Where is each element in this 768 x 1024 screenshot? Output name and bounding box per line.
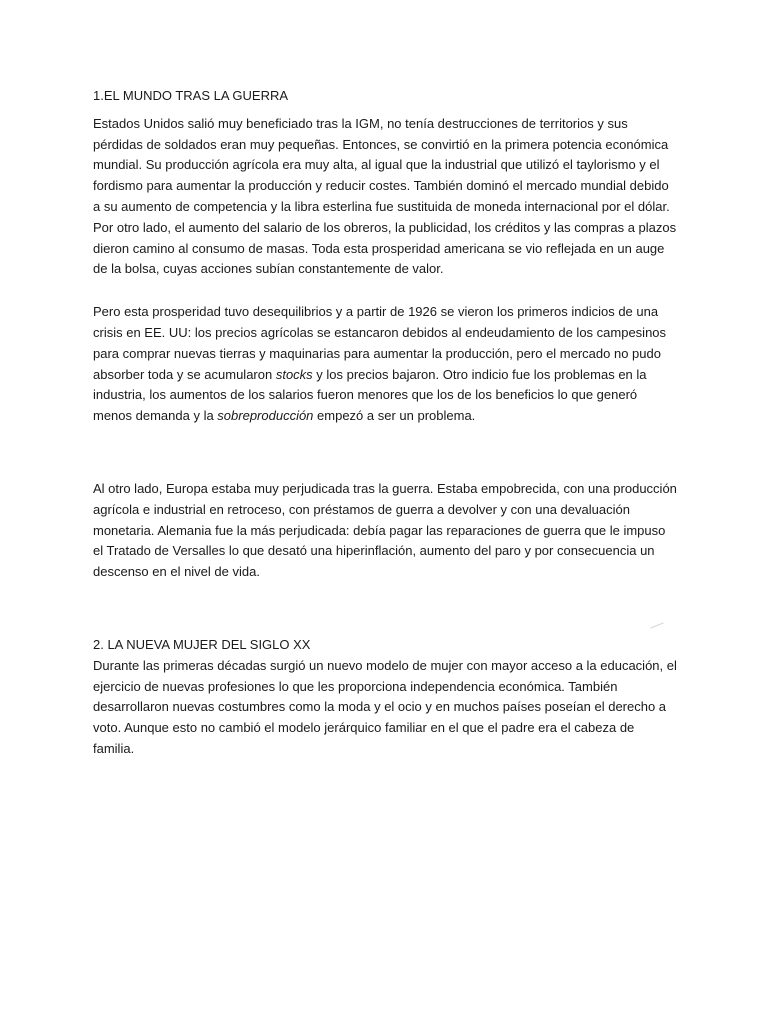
section-1-heading: 1.EL MUNDO TRAS LA GUERRA [93, 88, 289, 103]
document-body [93, 86, 678, 760]
section-2-heading: 2. LA NUEVA MUJER DEL SIGLO XX [93, 636, 311, 652]
section-1-paragraph-3: Al otro lado, Europa estaba muy perjudicada tras la guerra. Estaba empobrecida, con una producción agrícola e industrial en retroceso, con préstamos de guerra a devolver y con una devaluación monetaria. Alemania fue la más perjudicada: debía pagar las reparaciones de guerra que le impuso el Tratado de Versalles lo que desató una hiperinflación, aumento del paro y por consecuencia un descenso en el nivel de vida. [93, 480, 677, 580]
section-1-paragraph-2 [93, 302, 678, 427]
italic-term-stocks: stocks [275, 366, 313, 382]
section-1-paragraph-1: Estados Unidos salió muy beneficiado tras la IGM, no tenía destrucciones de territorios y sus pérdidas de soldados eran muy pequeñas. Entonces, se convirtió en la primera potencia económica mundial. Su producción agrícola era muy alta, al igual que la industrial que utilizó el taylorismo y el fordismo para aumentar la producción y reducir costes. También dominó el mercado mundial debido a su aumento de competencia y la libra esterlina fue sustituida de moneda internacional por el dólar. Por otro lado, el aumento del salario de los obreros, la publicidad, los créditos y las compras a plazos dieron camino al consumo de masas. Toda esta prosperidad americana se vio reflejada en un auge de la bolsa, cuyas acciones subían constantemente de valor. [93, 115, 677, 277]
paragraph-2-text-c: empezó a ser un problema. [313, 408, 476, 424]
paragraph-2-text-b: y los precios bajaron. Otro indicio fue los problemas en la industria, los aumentos de los salarios fueron menores que los de los beneficios lo que generó menos demanda y la [93, 366, 647, 424]
section-2-paragraph-1: Durante las primeras décadas surgió un nuevo modelo de mujer con mayor acceso a la educación, el ejercicio de nuevas profesiones lo que les proporciona independencia económica. También desarrollaron nuevas costumbres como la moda y el ocio y en muchos países poseían el derecho a voto. Aunque esto no cambió el modelo jerárquico familiar en el que el padre era el cabeza de familia. [93, 657, 677, 756]
paragraph-2-text-a: Pero esta prosperidad tuvo desequilibrios y a partir de 1926 se vieron los primeros indicios de una crisis en EE. UU: los precios agrícolas se estancaron debidos al endeudamiento de los campesinos para comprar nuevas tierras y maquinarias para aumentar la producción, pero el mercado no pudo absorber toda y se acumularon [93, 304, 667, 382]
italic-term-sobreproduccion: sobreproducción [217, 408, 314, 424]
